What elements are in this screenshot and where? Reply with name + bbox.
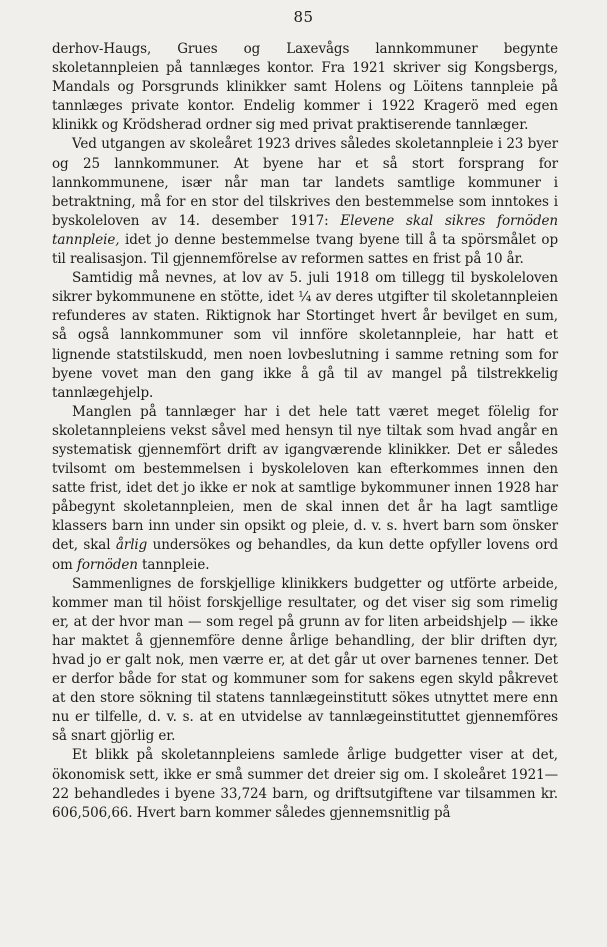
italic-text: fornöden <box>76 556 138 573</box>
body-text <box>52 40 558 823</box>
italic-text: Elevene skal sikres fornöden tannpleie, <box>52 212 558 248</box>
paragraph <box>52 403 558 575</box>
text-run: Samtidig må nevnes, at lov av 5. juli 1918 om tillegg til byskoleloven sikrer bykommunene en stötte, idet ¼ av deres utgifter til skoletannpleien refunderes av staten. Riktignok har Stortinget hvert år bevilget en sum, så også lannkommuner som vil innföre skoletannpleie, har hatt et lignende statstilskudd, men noen lovbeslutning i samme retning som for byene vovet man den gang ikke å gå til av mangel på tilstrekkelig tannlægehjelp. <box>52 270 558 401</box>
text-run: Ved utgangen av skoleåret 1923 drives således skoletannpleie i 23 byer og 25 lannkommuner. At byene har et så stort forsprang for lannkommunene, især når man tar landets samtlige kommuner i betraktning, må for en stor del tilskrives den bestemmelse som inntokes i byskoleloven av 14. desember 1917: <box>52 136 558 229</box>
italic-text: årlig <box>115 537 148 554</box>
text-run: idet jo denne bestemmelse tvang byene till å ta spörsmålet op til realisasjon. Til gjennemförelse av reformen sattes en frist på 10 år. <box>52 231 558 268</box>
text-run: tannpleie. <box>137 556 210 573</box>
text-run: derhov-Haugs, Grues og Laxevågs lannkommuner begynte skoletannpleien på tannlæges kontor. Fra 1921 skriver sig Kongsbergs, Mandals og Porsgrunds klinikker samt Holens og Löitens tannpleie på tannlæges private kontor. Endelig kommer i 1922 Kragerö med egen klinikk og Krödsherad ordner sig med privat praktiserende tannlæger. <box>52 41 558 134</box>
text-run: Sammenlignes de forskjellige klinikkers budgetter og utförte arbeide, kommer man til höist forskjellige resultater, og det viser sig som rimelig er, at der hvor man — som regel på grunn av for liten arbeidshjelp — ikke har maktet å gjennemföre denne årlige behandling, der blir driften dyr, hvad jo er galt nok, men værre er, at det går ut over barnenes tenner. Det er derfor både for stat og kommuner som for sakens egen skyld påkrevet at den store sökning til statens tannlægeinstitutt sökes utnyttet mere enn nu er tilfelle, d. v. s. at en utvidelse av tannlægeinstituttet gjennemföres så snart gjörlig er. <box>52 575 558 745</box>
text-run: Et blikk på skoletannpleiens samlede årlige budgetter viser at det, ökonomisk sett, ikke er små summer det dreier sig om. I skoleåret 1921—22 behandledes i byene 33,724 barn, og driftsutgiftene var tilsammen kr. 606,506,66. Hvert barn kommer således gjennemsnitlig på <box>52 747 558 821</box>
text-run: Manglen på tannlæger har i det hele tatt været meget fölelig for skoletannpleiens vekst såvel med hensyn til nye tiltak som hvad angår en systematisk gjennemfört drift av igangværende klinikker. Det er således tvilsomt om bestemmelsen i byskoleloven kan efterkommes innen den satte frist, idet det jo ikke er nok at samtlige bykommuner innen 1928 har påbegynt skoletannpleien, men de skal innen det år ha lagt samtlige klassers barn inn under sin opsikt og pleie, d. v. s. hvert barn som önsker det, skal <box>52 403 558 554</box>
page-number: 85 <box>293 8 314 26</box>
paragraph <box>52 575 558 747</box>
paragraph <box>52 746 558 822</box>
paragraph <box>52 269 558 403</box>
text-run: undersökes og behandles, da kun dette opfyller lovens ord om <box>52 537 558 573</box>
paragraph <box>52 135 558 269</box>
paragraph <box>52 40 558 135</box>
